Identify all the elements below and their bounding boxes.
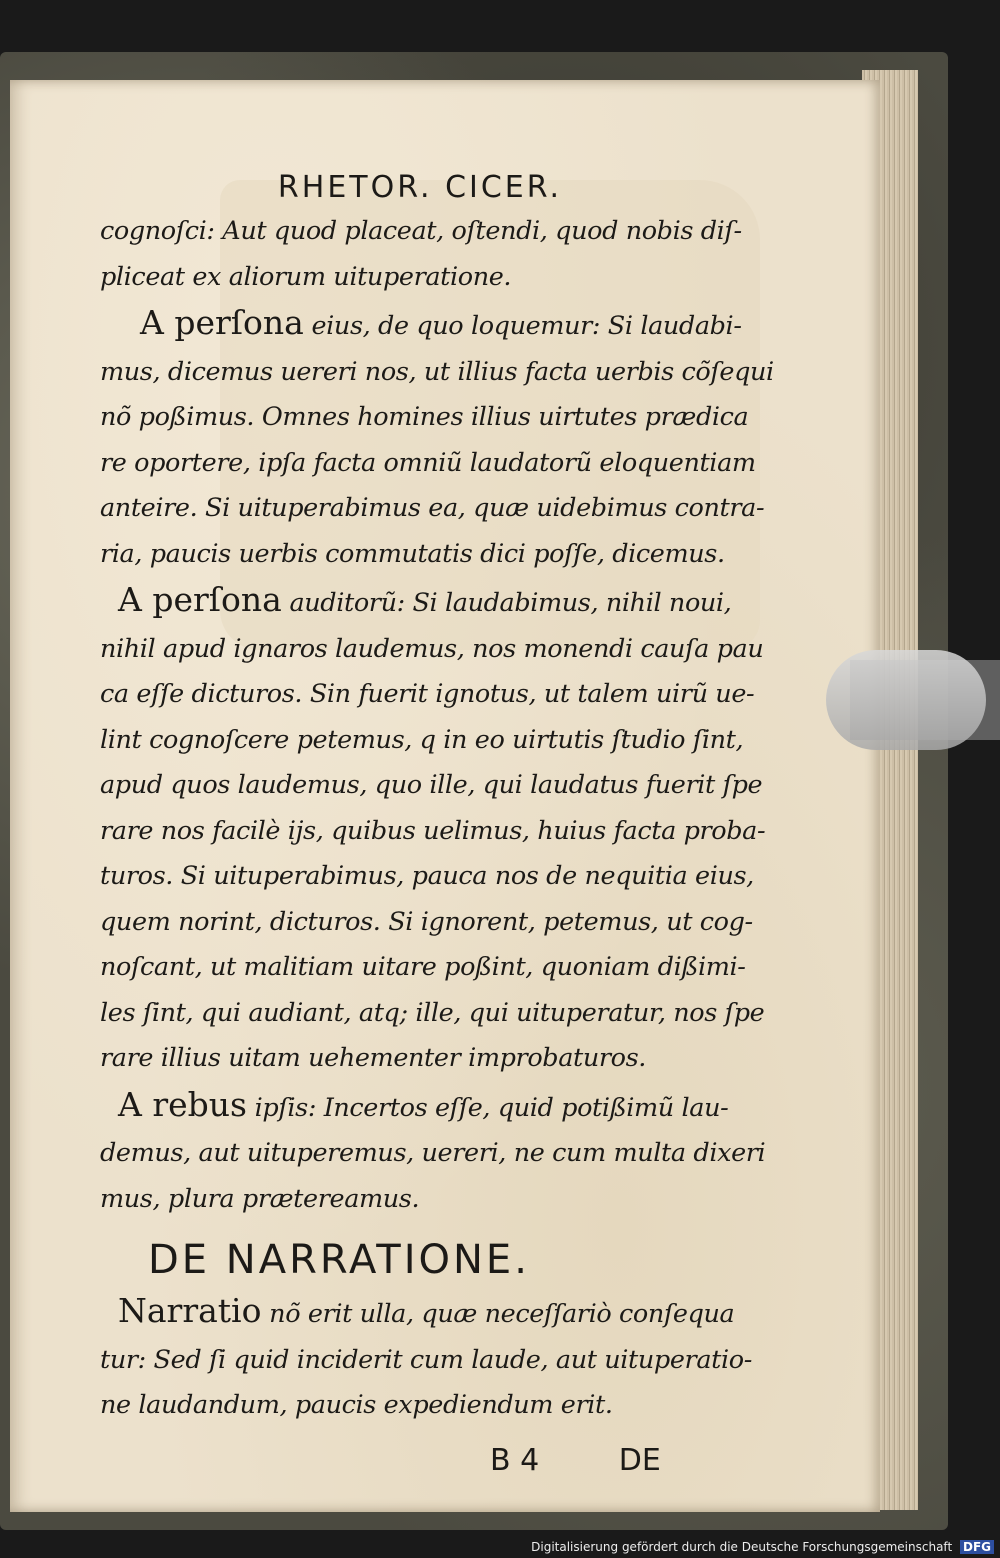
text-line: pliceat ex aliorum uituperatione. [100,261,512,292]
catchword: DE [618,1442,661,1478]
text-line: rare nos facilè iјs, quibus uelimus, huius facta proba- [100,815,766,846]
text-line: ipſis: Incertos eſſe, quid potißimũ lau- [246,1092,729,1123]
paragraph-1 [100,300,774,577]
text-line: eius, de quo loquemur: Si laudabi- [303,311,742,341]
text-line: tur: Sed ſi quid inciderit cum laude, aut uituperatio- [100,1344,752,1375]
text-line: lint cognoſcere petemus, q in eo uirtutis ſtudio ſint, [100,724,744,755]
paragraph-lead: Narratio [118,1291,262,1330]
paragraph-lead: A perſona [118,580,282,619]
credit-text: Digitalisierung gefördert durch die Deutsche Forschungsgemeinschaft [531,1540,953,1554]
paragraph-2 [100,577,766,1082]
paragraph-lead: A rebus [118,1084,247,1124]
text-line: noſcant, ut malitiam uitare poßint, quoniam dißimi- [100,952,746,982]
text-line: rare illius uitam uehementer improbaturos. [100,1043,647,1073]
section-heading: DE NARRATIONE. [148,1237,530,1283]
paragraph-0 [100,209,742,300]
text-line: mus, plura prætereamus. [100,1183,420,1214]
page-footer [100,1431,710,1491]
text-line: re oportere, ipſa facta omniũ laudatorũ eloquentiam [100,447,756,478]
text-line: ne laudandum, paucis expediendum erit. [100,1390,613,1420]
text-line: apud quos laudemus, quo ille, qui laudatus fuerit ſpe [100,770,763,800]
text-line: auditorũ: Si laudabimus, nihil noui, [281,588,732,618]
dfg-logo: DFG [960,1540,994,1554]
text-line: ria, paucis uerbis commutatis dici poſſe, dicemus. [100,538,725,569]
book-clip [826,650,986,750]
running-header: RHETOR. CICER. [277,170,563,205]
page-text [100,170,774,1491]
text-line: anteire. Si uituperabimus ea, quæ uidebimus contra- [100,493,765,523]
text-line: nõ erit ulla, quæ neceſſariò conſequa [261,1299,735,1329]
paragraph-lead: A perſona [140,303,304,342]
text-line: nõ poßimus. Omnes homines illius uirtutes prædica [100,402,749,432]
text-line: cognoſci: Aut quod placeat, oſtendi, quod nobis diſ- [100,216,742,246]
paragraph-3 [100,1082,766,1223]
text-line: les ſint, qui audiant, atq; ille, qui uituperatur, nos ſpe [100,997,765,1028]
text-line: demus, aut uituperemus, uereri, ne cum multa dixeri [100,1138,766,1168]
digitization-credit [531,1540,994,1554]
narratio-paragraph [100,1288,752,1429]
text-line: mus, dicemus uereri nos, ut illius facta uerbis cõſequi [100,356,774,387]
text-line: ca eſſe dicturos. Sin fuerit ignotus, ut talem uirũ ue- [100,679,755,709]
text-line: turos. Si uituperabimus, pauca nos de nequitia eius, [100,861,754,891]
signature-mark: B 4 [490,1442,540,1478]
text-line: nihil apud ignaros laudemus, nos monendi cauſa pau [100,633,764,664]
text-line: quem norint, dicturos. Si ignorent, petemus, ut cog- [100,906,753,937]
